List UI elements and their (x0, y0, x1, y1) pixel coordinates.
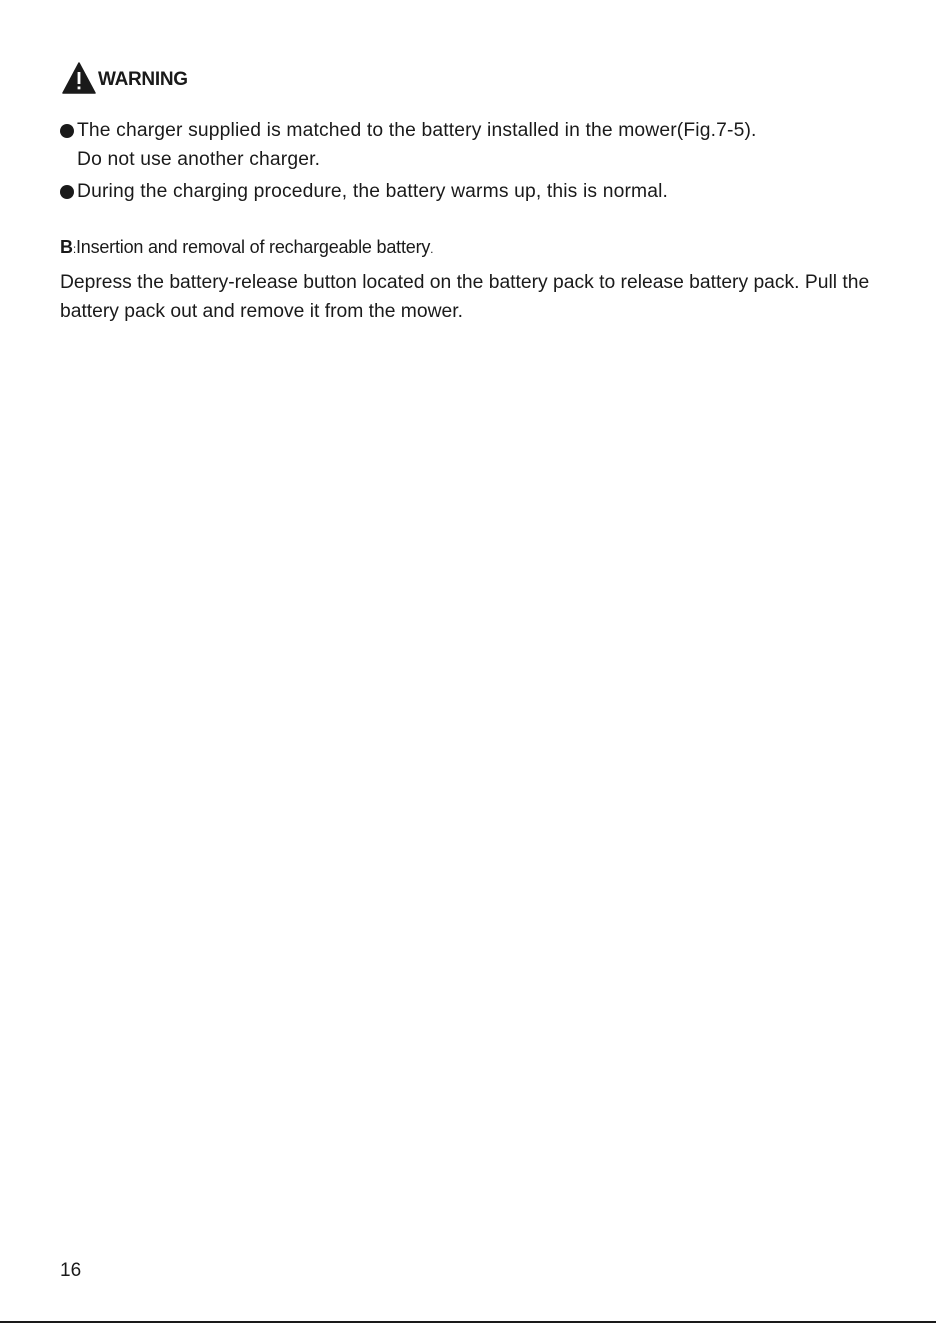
bottom-divider (0, 1321, 936, 1323)
warning-bullet-list (60, 116, 910, 209)
section-heading-end: . (430, 242, 434, 256)
warning-title: WARNING (98, 69, 188, 90)
bullet-text-line: During the charging procedure, the battery warms up, this is normal. (77, 181, 669, 202)
warning-triangle-icon (62, 62, 96, 94)
bullet-item (60, 116, 910, 174)
bullet-dot-icon (60, 185, 74, 199)
section-separator: : (72, 242, 76, 256)
bullet-text-line: The charger supplied is matched to the battery installed in the mower(Fig.7-5). (77, 120, 757, 141)
section-heading-text: Insertion and removal of rechargeable battery (75, 237, 431, 257)
warning-header (62, 61, 188, 95)
section-b-heading (60, 234, 433, 262)
bullet-dot-icon (60, 124, 74, 138)
instruction-paragraph: Depress the battery-release button located on the battery pack to release battery pack. Pull the battery pack out and remove it from the mower. (60, 272, 870, 322)
bullet-item (60, 177, 910, 206)
bullet-text-line: Do not use another charger. (77, 149, 321, 170)
section-label: B (60, 237, 73, 257)
page-number: 16 (60, 1260, 82, 1281)
